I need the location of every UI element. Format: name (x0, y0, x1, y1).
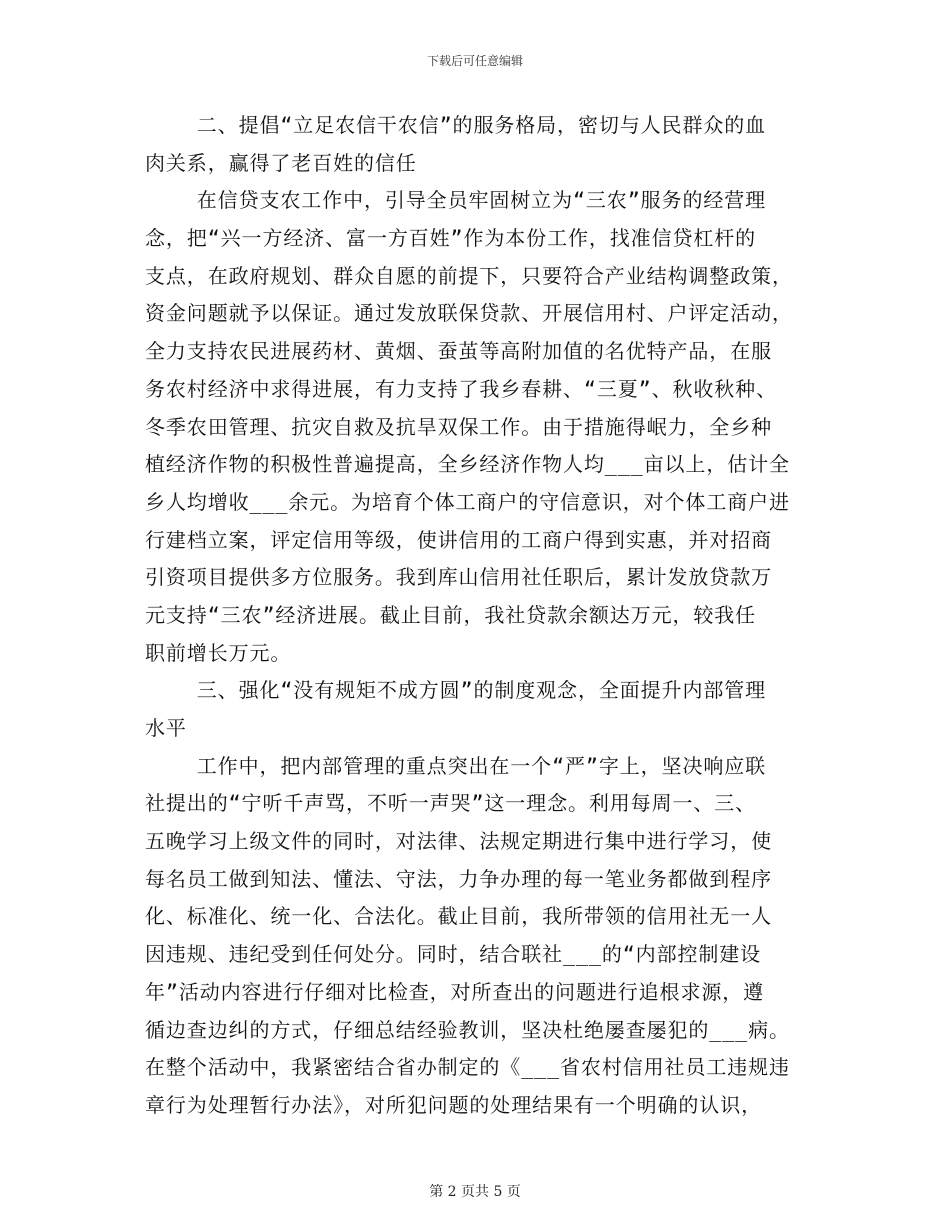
text-line: 二、提倡“立足农信干农信”的服务格局，密切与人民群众的血 (145, 113, 767, 137)
text-line: 肉关系，赢得了老百姓的信任 (145, 150, 417, 175)
text-line: 职前增长万元。 (145, 640, 292, 665)
text-line: 章行为处理暂行办法》，对所犯问题的处理结果有一个明确的认识， (145, 1092, 762, 1117)
text-line: 在整个活动中，我紧密结合省办制定的《___省农村信用社员工违规违 (145, 1055, 790, 1080)
text-line: 行建档立案，评定信用等级，使讲信用的工商户得到实惠，并对招商 (145, 527, 772, 552)
text-line: 务农村经济中求得进展，有力支持了我乡春耕、“三夏”、秋收秋种、 (145, 376, 777, 401)
text-line: 在信贷支农工作中，引导全员牢固树立为“三农”服务的经营理 (145, 188, 767, 213)
text-line: 年”活动内容进行仔细对比检查，对所查出的问题进行追根求源，遵 (145, 979, 765, 1004)
text-line: 冬季农田管理、抗灾自救及抗旱双保工作。由于措施得岷力，全乡种 (145, 414, 772, 439)
text-line: 每名员工做到知法、懂法、守法，力争办理的每一笔业务都做到程序 (145, 866, 772, 891)
text-line: 支点，在政府规划、群众自愿的前提下，只要符合产业结构调整政策， (145, 263, 793, 288)
text-line: 引资项目提供多方位服务。我到库山信用社任职后，累计发放贷款万 (145, 565, 772, 590)
text-line: 全力支持农民进展药材、黄烟、蚕茧等高附加值的名优特产品，在服 (145, 339, 772, 364)
text-line: 因违规、违纪受到任何处分。同时，结合联社___的“内部控制建设 (145, 942, 762, 967)
page-header: 下载后可任意编辑 (426, 54, 523, 68)
text-line: 元支持“三农”经济进展。截止目前，我社贷款余额达万元，较我任 (145, 602, 757, 627)
page-footer: 第 2 页共 5 页 (429, 1184, 521, 1200)
text-line: 念，把“兴一方经济、富一方百姓”作为本份工作，找准信贷杠杆的 (145, 226, 757, 251)
text-line: 植经济作物的积极性普遍提高，全乡经济作物人均___亩以上，估计全 (145, 452, 790, 477)
document-body (145, 107, 810, 1125)
text-line: 乡人均增收___余元。为培育个体工商户的守信意识，对个体工商户进 (145, 489, 790, 514)
text-line: 水平 (145, 716, 187, 740)
text-line: 社提出的“宁听千声骂，不听一声哭”这一理念。利用每周一、三、 (145, 791, 757, 816)
text-line: 资金问题就予以保证。通过发放联保贷款、开展信用村、户评定活动， (145, 301, 793, 326)
text-line: 五晚学习上级文件的同时，对法律、法规定期进行集中进行学习，使 (145, 829, 772, 854)
text-line: 工作中，把内部管理的重点突出在一个“严”字上，坚决响应联 (145, 753, 767, 778)
text-line: 化、标准化、统一化、合法化。截止目前，我所带领的信用社无一人 (145, 904, 772, 929)
text-line: 循边查边纠的方式，仔细总结经验教训，坚决杜绝屡查屡犯的___病。 (145, 1017, 790, 1042)
text-line: 三、强化“没有规矩不成方圆”的制度观念，全面提升内部管理 (145, 678, 767, 703)
